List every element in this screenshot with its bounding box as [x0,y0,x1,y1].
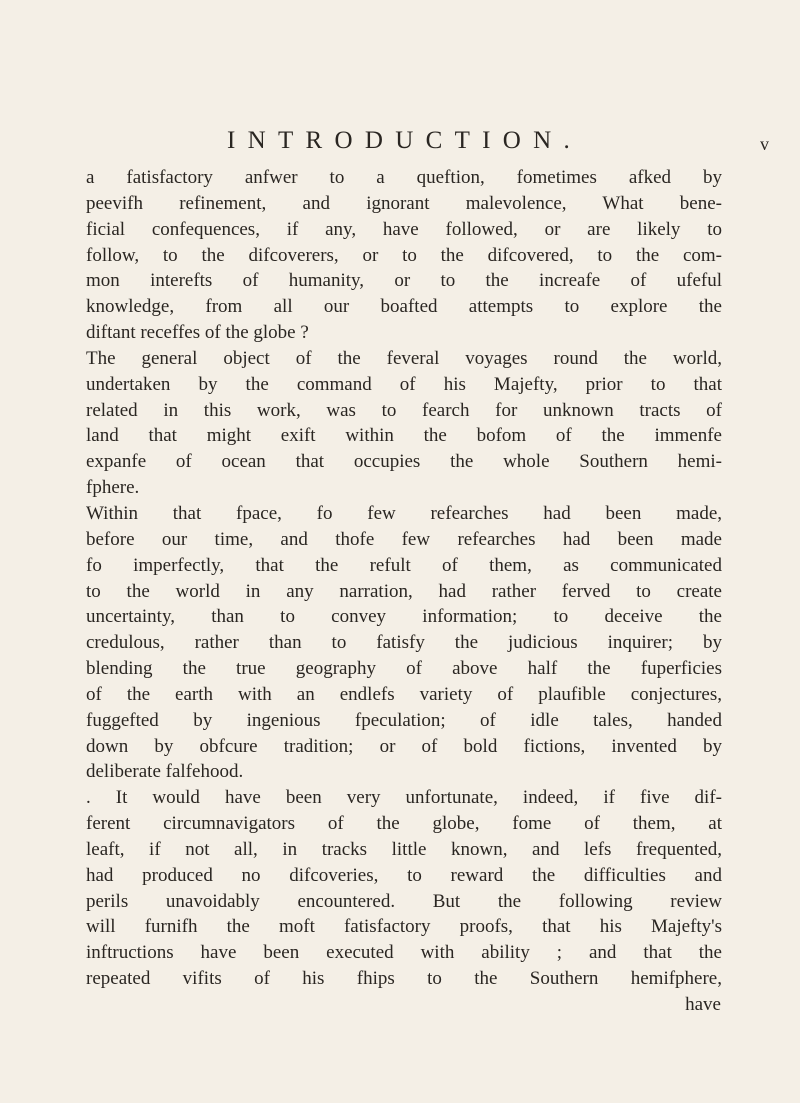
text-line: expanfe of ocean that occupies the whole Southern hemi- [86,451,722,473]
text-line: a fatisfactory anfwer to a queftion, fometimes afked by [86,167,722,188]
text-line: fuggefted by ingenious fpeculation; of idle tales, handed [86,709,722,731]
text-line: to the world in any narration, had rather ferved to create [86,580,722,602]
running-head: INTRODUCTION. [227,127,583,154]
text-line: had produced no difcoveries, to reward the difficulties and [86,864,722,886]
page-number: v [760,134,769,154]
text-line: repeated vifits of his fhips to the Southern hemifphere, [86,968,722,990]
text-line: fphere. [86,477,140,499]
text-line: deliberate falfehood. [86,761,244,783]
text-line: credulous, rather than to fatisfy the judicious inquirer; by [86,632,722,654]
catchword: have [685,994,721,1015]
text-line: follow, to the difcoverers, or to the difcovered, to the com- [86,244,722,266]
text-line: before our time, and thofe few refearches had been made [86,528,722,550]
text-line: . It would have been very unfortunate, indeed, if five dif- [86,787,722,809]
text-line: of the earth with an endlefs variety of plaufible conjectures, [86,683,722,705]
text-line: inftructions have been executed with ability ; and that the [86,942,722,964]
text-line: will furnifh the moft fatisfactory proofs, that his Majefty's [86,916,722,938]
text-line: land that might exift within the bofom of the immenfe [86,425,722,447]
text-line: uncertainty, than to convey information; to deceive the [86,606,722,628]
body-text [86,165,722,1018]
text-line: mon interefts of humanity, or to the increafe of ufeful [86,270,722,292]
text-line: Within that fpace, fo few refearches had been made, [86,502,722,524]
text-line: ferent circumnavigators of the globe, fome of them, at [86,813,722,835]
text-line: related in this work, was to fearch for unknown tracts of [86,399,722,421]
text-line: diftant receffes of the globe ? [86,322,309,344]
text-line: leaft, if not all, in tracks little known, and lefs frequented, [86,838,722,860]
text-line: ficial confequences, if any, have followed, or are likely to [86,218,722,240]
text-line: fo imperfectly, that the refult of them, as communicated [86,554,722,576]
text-line: undertaken by the command of his Majefty, prior to that [86,373,722,395]
text-line: knowledge, from all our boafted attempts to explore the [86,296,722,318]
text-line: perils unavoidably encountered. But the following review [86,890,722,912]
text-line: down by obfcure tradition; or of bold fictions, invented by [86,735,722,757]
text-line: The general object of the feveral voyages round the world, [86,347,722,369]
text-line: peevifh refinement, and ignorant malevolence, What bene- [86,192,722,214]
text-line: blending the true geography of above half the fuperficies [86,658,722,680]
